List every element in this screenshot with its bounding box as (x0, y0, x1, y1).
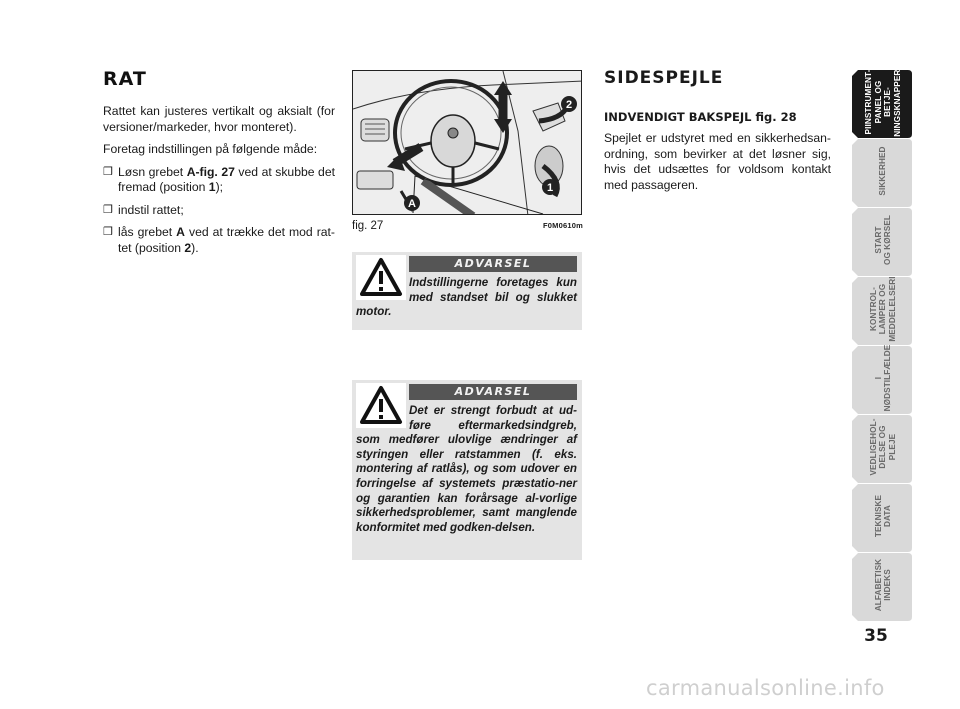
figure-27-steering-wheel (352, 70, 582, 215)
tab-tekniske-data[interactable] (852, 484, 912, 552)
figure-code: F0M0610m (543, 221, 583, 230)
label-2: 2 (565, 99, 573, 111)
mirror-paragraph: Spejlet er udstyret med en sikkerhedsan-ordning, som bevirker at det løsner sig, hvis det udsættes for voldsom kontakt med passageren. (604, 131, 831, 192)
tab-nodstilfaelde[interactable] (852, 346, 912, 414)
rat-paragraph-1: Rattet kan justeres vertikalt og aksialt (for versioner/markeder, hvor monteret). (103, 104, 335, 134)
warning-text: Indstillingerne foretages kun med standset bil og slukket motor. (356, 276, 577, 319)
tab-label: TEKNISKE DATA (873, 494, 892, 538)
warning-box-1 (352, 252, 582, 330)
steering-section (103, 68, 335, 263)
tab-label: VEDLIGEHOL- DELSE OG PLEJE (868, 418, 897, 476)
label-1: 1 (546, 182, 554, 194)
watermark: carmanualsonline.info (646, 676, 885, 700)
tab-label: SIKKERHED (878, 146, 888, 196)
page-number: 35 (864, 626, 888, 646)
tab-label: KONTROL- LAMPER OG MEDDELELSERI (868, 276, 897, 342)
tab-label: I NØDSTILFÆLDE (873, 344, 892, 412)
checkbox-bullet-icon: ❒ (103, 226, 113, 238)
tab-kontrollamper[interactable] (852, 277, 912, 345)
rat-bullet-3: ❒ lås grebet A ved at trække det mod rat-tet (position 2). (103, 225, 335, 255)
tab-sikkerhed[interactable] (852, 139, 912, 207)
checkbox-bullet-icon: ❒ (103, 165, 113, 178)
warning-header: ADVARSEL (409, 256, 577, 272)
tab-start-og-korsel[interactable] (852, 208, 912, 276)
figure-caption: fig. 27 (352, 220, 384, 232)
tab-label: PIINSTRUMENT- PANEL OG BETJE- NINGSKNAPPERI (864, 67, 902, 137)
section-title-rat: RAT (103, 68, 147, 90)
warning-header: ADVARSEL (409, 384, 577, 400)
figure-labels (353, 71, 582, 215)
rat-paragraph-2: Foretag indstillingen på følgende måde: (103, 142, 318, 156)
label-a: A (408, 198, 416, 210)
section-title-sidespejle: SIDESPEJLE (604, 68, 724, 88)
tab-label: ALFABETISK INDEKS (873, 558, 892, 612)
warning-box-2 (352, 380, 582, 560)
checkbox-bullet-icon: ❒ (103, 203, 113, 216)
tab-instrumentpanel[interactable] (852, 67, 912, 138)
rat-bullet-2: ❒ indstil rattet; (103, 202, 184, 217)
mirror-section (604, 68, 831, 200)
tab-vedligeholdelse[interactable] (852, 415, 912, 483)
warning-text: Det er strengt forbudt at ud-føre eftermarkedsindgreb, som medfører ulovlige ændringer af styringen eller ratstammen (f. eks. montering af ratlås), og som udover en forringelse af systemets præstatio-ner og garantien kan forårsage al-vorlige sikkerhedsproblemer, samt manglende konformitet med godken-delsen. (356, 404, 577, 534)
tab-alfabetisk-indeks[interactable] (852, 553, 912, 621)
rat-bullet-1: ❒ Løsn grebet A-fig. 27 ved at skubbe det fremad (position 1); (103, 164, 335, 194)
subsection-title: INDVENDIGT BAKSPEJL fig. 28 (604, 110, 797, 124)
tab-label: START OG KØRSEL (873, 214, 892, 266)
chapter-tabs (852, 67, 912, 622)
